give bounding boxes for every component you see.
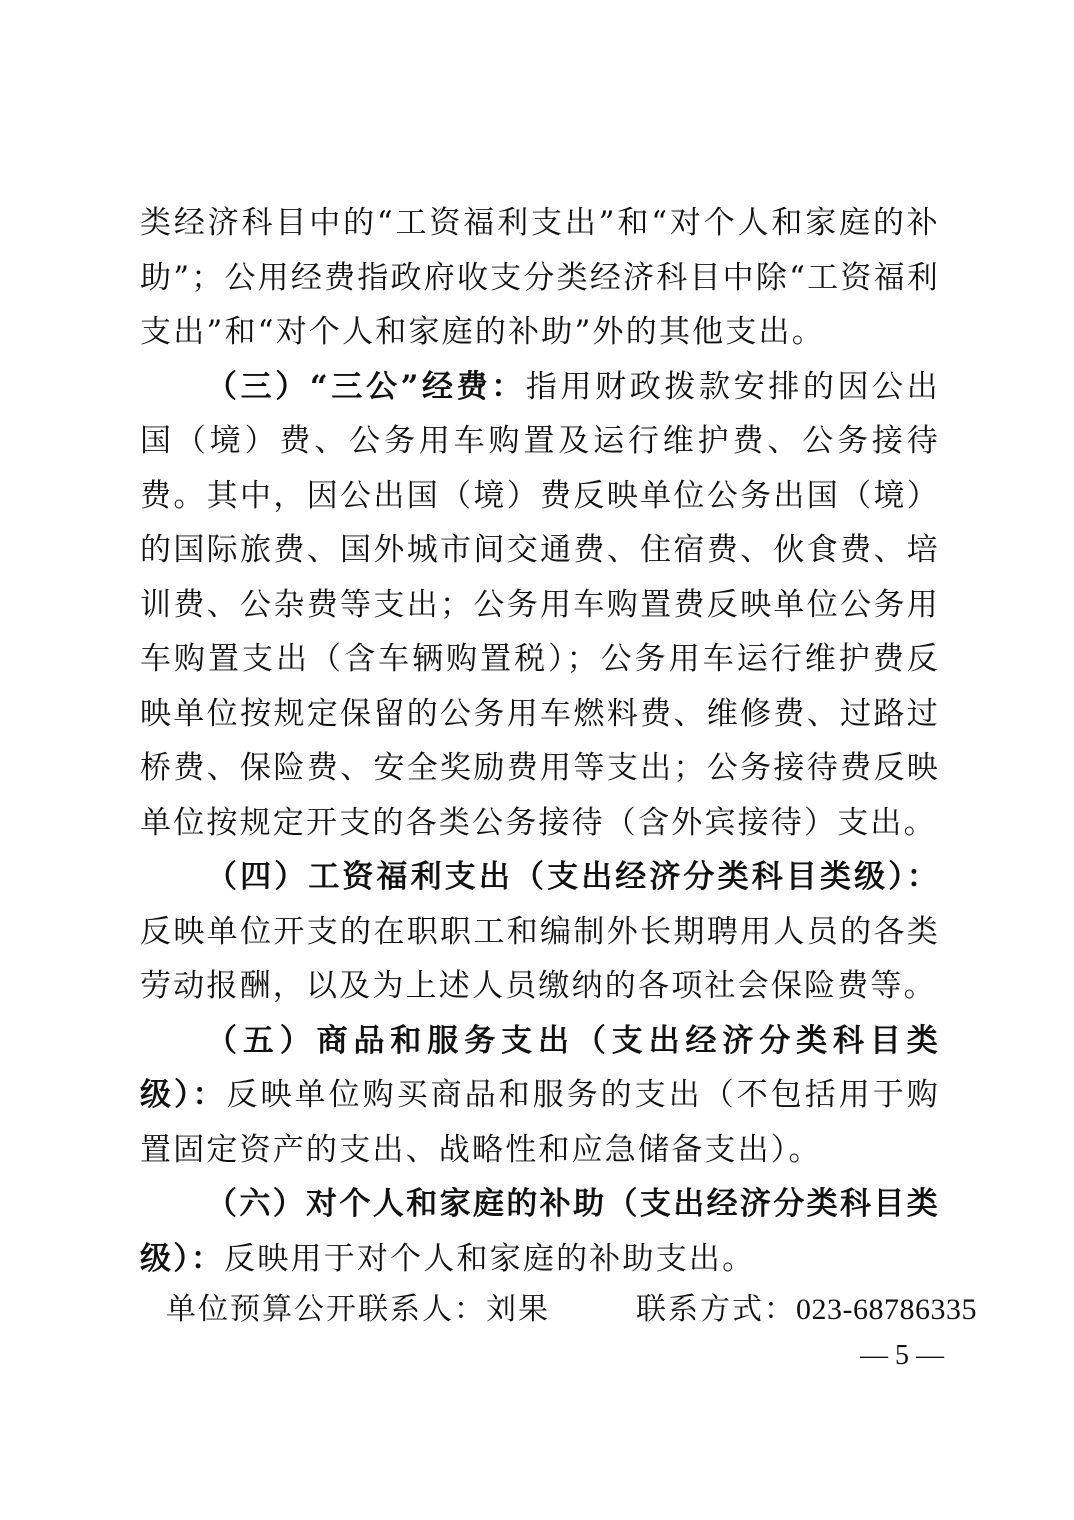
paragraph-text: 类经济科目中的“工资福利支出”和“对个人和家庭的补助”；公用经费指政府收支分类经济科目中除“工资福利支出”和“对个人和家庭的补助”外的其他支出。 [140,205,940,350]
paragraph-heading: （三）“三公”经费： [206,368,526,405]
paragraph-text: 反映单位购买商品和服务的支出（不包括用于购置固定资产的支出、战略性和应急储备支出）。 [140,1077,940,1168]
body-text [140,196,940,1286]
paragraph-text: 反映用于对个人和家庭的补助支出。 [224,1240,756,1277]
contact-line [166,1284,977,1328]
page-number: — 5 — [860,1340,944,1371]
paragraph-goods-services [140,1014,940,1178]
paragraph-sangong-expenses [140,360,940,851]
paragraph-continuation [140,196,940,360]
paragraph-heading: （五）商品和服务支出（支出经济分类科目类级）： [140,1022,940,1113]
contact-method-label: 联系方式： [636,1292,796,1327]
paragraph-text: 反映单位开支的在职职工和编制外长期聘用人员的各类劳动报酬，以及为上述人员缴纳的各项社会保险费等。 [140,913,940,1004]
paragraph-heading: （四）工资福利支出（支出经济分类科目类级）： [206,859,940,895]
contact-phone: 023-68786335 [796,1293,977,1326]
paragraph-text: 指用财政拨款安排的因公出国（境）费、公务用车购置及运行维护费、公务接待费。其中，因公出国（境）费反映单位公务出国（境）的国际旅费、国外城市间交通费、住宿费、伙食费、培训费、公杂费等支出；公务用车购置费反映单位公务用车购置支出（含车辆购置税）；公务用车运行维护费反映单位按规定保留的公务用车燃料费、维修费、过路过桥费、保险费、安全奖励费用等支出；公务接待费反映单位按规定开支的各类公务接待（含外宾接待）支出。 [140,368,940,841]
paragraph-household-subsidy [140,1177,940,1286]
contact-person: 单位预算公开联系人：刘果 [166,1292,550,1327]
paragraph-salary-welfare [140,850,940,1014]
paragraph-heading: （六）对个人和家庭的补助（支出经济分类科目类级）： [140,1186,940,1277]
